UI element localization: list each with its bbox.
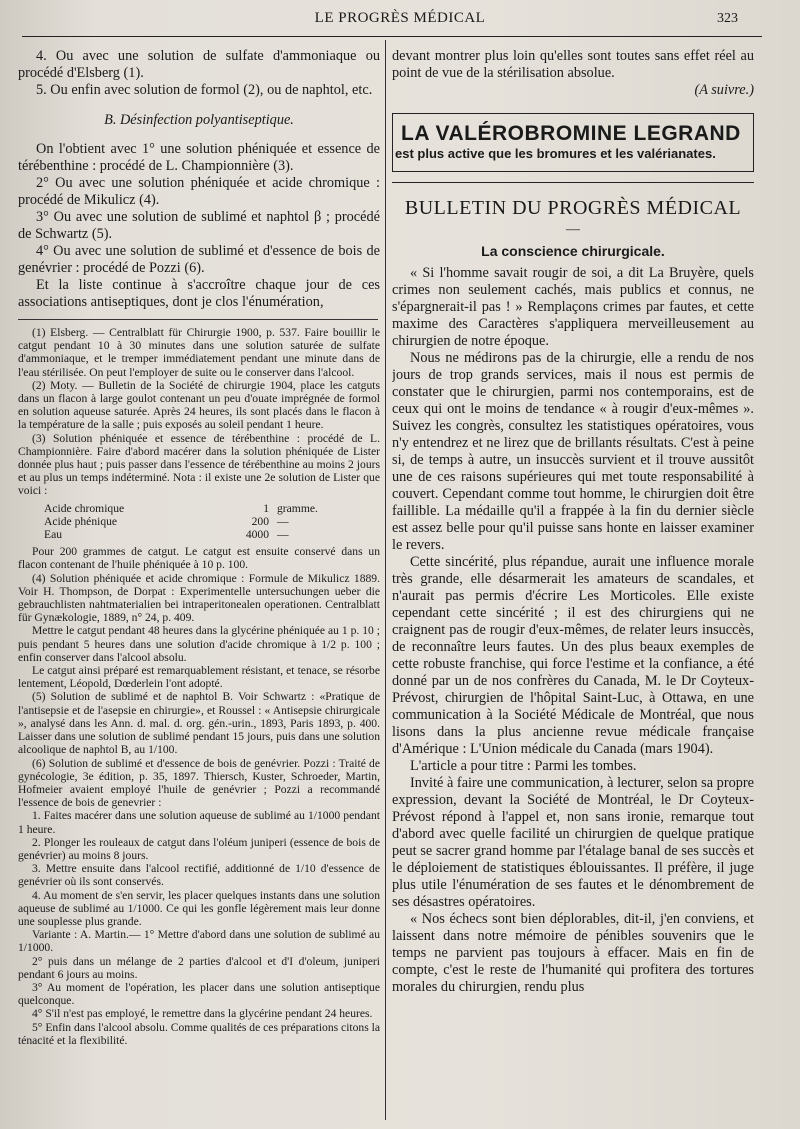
footnote: 4. Au moment de s'en servir, les placer quelques instants dans une solution aqueuse de sublimé au 1/1000. Ce qui les gonfle légèrement mais leur donne une souplesse plus grande. (18, 888, 380, 928)
recipe-row: Acide phénique 200 — (44, 514, 289, 528)
footnote: 5° Enfin dans l'alcool absolu. Comme qualités de ces préparations citons la ténacité et la flexibilité. (18, 1020, 380, 1047)
body-paragraph: Invité à faire une communication, à lecturer, selon sa propre expression, devant la Société de Montréal, le Dr Coyteux-Prévost répond à l'appel et, non sans ironie, remarque tout d'abord avec quelle facilité un chirurgien de quelque pratique peut se sacrer grand homme par l'étalage banal de ses succès et le déploiement de statistiques éblouissantes. Il préfère, il juge plus utile l'énumération de ses fautes et le dénombrement de ses désastres opératoires. (392, 775, 754, 910)
body-paragraph: 4° Ou avec une solution de sublimé et d'essence de bois de genévrier : procédé de Pozzi (6). (18, 243, 380, 276)
body-paragraph: « Si l'homme savait rougir de soi, a dit La Bruyère, quels crimes non seulement cachés, mais publics et connus, ne s'épargnerait-il pas ! » Remplaçons crimes par fautes, et cette maxime des Caractères s'appliquera merveilleusement au chirurgien de notre époque. (392, 265, 754, 349)
footnote: (4) Solution phéniquée et acide chromique : Formule de Mikulicz 1889. Voir H. Thompson, de Dorpat : Experimentelle untersuchungen ueber die gebrauchlisten nahtmaterialien bei intraperitonealen operationen. Centralblatt für Gynækologie, 1889, n° 24, p. 409. (18, 571, 380, 625)
ad-subtitle: est plus active que les bromures et les valérianates. (395, 146, 716, 161)
footnote: 2° puis dans un mélange de 2 parties d'alcool et d'I d'oleum, juniperi pendant 6 jours au moins. (18, 954, 380, 981)
to-follow-note: (A suivre.) (694, 82, 754, 98)
running-head (0, 10, 800, 32)
footnote: 1. Faites macérer dans une solution aqueuse de sublimé au 1/1000 pendant 1 heure. (18, 809, 380, 836)
footnote: 3° Au moment de l'opération, les placer dans une solution antiseptique quelconque. (18, 980, 380, 1008)
body-paragraph: On l'obtient avec 1° une solution phéniquée et essence de térébenthine : procédé de L. Championnière (3). (18, 141, 380, 174)
section-heading: B. Désinfection polyantiseptique. (104, 112, 294, 128)
left-column (18, 48, 380, 1123)
footnotes-continued (18, 545, 380, 1047)
footnote: (3) Solution phéniquée et essence de térébenthine : procédé de L. Championnière. Faire d'abord macérer dans la solution phéniquée de Lister donnée plus haut ; puis passer dans l'essence de térébenthine au moins 2 jours et au plus un temps indéterminé. Nota : il existe une 2e solution de Lister que voici : (18, 431, 380, 498)
continuation-paragraph: devant montrer plus loin qu'elles sont toutes sans effet réel au point de vue de la stérilisation absolue. (392, 48, 754, 81)
body-paragraph: 2° Ou avec une solution phéniquée et acide chromique : procédé de Mikulicz (4). (18, 175, 380, 208)
advertisement (392, 113, 754, 172)
footnote-rule (18, 319, 378, 320)
body-paragraph: Et la liste continue à s'accroître chaque jour de ces associations antiseptiques, dont je clos l'énumération, (18, 277, 380, 310)
recipe-table (18, 502, 380, 542)
header-rule (22, 36, 762, 37)
list-item: 4. Ou avec une solution de sulfate d'ammoniaque ou procédé d'Elsberg (1). (18, 48, 380, 81)
footnote: 2. Plonger les rouleaux de catgut dans l'oléum juniperi (essence de bois de genévrier) au moins 8 jours. (18, 835, 380, 862)
body-paragraph: Nous ne médirons pas de la chirurgie, elle a rendu de nos jours de trop grands services, mais il nous est permis de constater que le chirurgien, parmi nos contemporains, est de ceux qui ont le moins de tendance « à rougir d'eux-mêmes ». Suivez les congrès, consultez les statistiques opératoires, vous n'y entendrez et ne lirez que de brillants résultats. C'est à peine si, de temps à autre, un insuccès survient et il trouve aussitôt une de ces raisons supérieures qui met toute responsabilité à couvert. Cependant comme tout homme, le chirurgien doit être faillible. La médaille qu'il a frappée à la fin du dernier siècle est assez belle pour qu'il puisse sans honte en laisser examiner le revers. (392, 350, 754, 553)
body-paragraph: 3° Ou avec une solution de sublimé et naphtol β ; procédé de Schwartz (5). (18, 209, 380, 242)
body-paragraph: « Nos échecs sont bien déplorables, dit-il, j'en conviens, et laissent dans notre mémoire de pénibles souvenirs que le temps ne parvient pas toujours à effacer. Mais en fin de compte, c'est le reste de l'humanité qui profitera des tortures morales du chirurgien, rendu plus (392, 911, 754, 995)
footnote: (1) Elsberg. — Centralblatt für Chirurgie 1900, p. 537. Faire bouillir le catgut pendant 10 à 30 minutes dans une solution saturée de sulfate d'ammoniaque, et le tremper immédiatement pendant une minute dans de l'eau stérilisée. On peut l'employer de suite ou le conserver dans l'alcool. (18, 326, 380, 379)
ad-title: LA VALÉROBROMINE LEGRAND (401, 122, 741, 145)
recipe-row: Acide chromique 1 gramme. (44, 501, 318, 515)
right-column (392, 48, 754, 1123)
footnote: (5) Solution de sublimé et de naphtol B. Voir Schwartz : «Pratique de l'antisepsie et de l'asepsie en chirurgie», et Roussel : « Antisepsie chirurgicale », analysé dans les Ann. d. mal. d. org. gén.-urin., 1893, Paris 1893, p. 400. Laisser dans une solution de sublimé pendant 15 jours, puis dans une solution alcoolique de naphtol B, au 1/100. (18, 690, 380, 757)
separator: — (566, 222, 580, 237)
page-number: 323 (717, 11, 738, 26)
footnote: Le catgut ainsi préparé est remarquablement résistant, et tenace, se résorbe lentement, Léopold, Dœderlein l'ont adopté. (18, 664, 380, 691)
footnotes (18, 326, 380, 498)
column-divider (385, 40, 386, 1120)
footnote: (6) Solution de sublimé et d'essence de bois de genévrier. Pozzi : Traité de gynécologie, 3e édition, p. 35, 1897. Thiersch, Kuster, Schroeder, Martin, Hofmeier avaient employé l'huile de genévrier ; Pozzi a recommandé l'essence de bois de genevrier : (18, 756, 380, 810)
list-item: 5. Ou enfin avec solution de formol (2), ou de naphtol, etc. (36, 82, 373, 98)
recipe-row: Eau 4000 — (44, 528, 289, 542)
footnote: Pour 200 grammes de catgut. Le catgut est ensuite conservé dans un flacon contenant de l'huile phéniquée à 10 p. 100. (18, 545, 380, 572)
bulletin-title: BULLETIN DU PROGRÈS MÉDICAL (404, 197, 742, 219)
body-paragraph: L'article a pour titre : Parmi les tombes. (410, 758, 637, 774)
article-heading: La conscience chirurgicale. (481, 243, 665, 259)
body-paragraph: Cette sincérité, plus répandue, aurait une influence morale très grande, elle désarmerait les amateurs de scandales, et n'aurait pas permis d'écrire Les Morticoles. Elle existe cependant cette sincérité ; il est des chirurgiens qui ne craignent pas de rougir d'eux-mêmes, de relater leurs insuccès, de reconnaître leurs fautes. Un des plus beaux exemples de cette robuste franchise, qui force l'estime et la confiance, a été donné par un de nos confrères du Canada, M. le Dr Coyteux-Prévost, chirurgien de l'hôpital Saint-Luc, à Ottawa, en une communication à la Société Médicale de Montréal, que nous lisons dans la plus ancienne revue médicale française d'Amérique : L'Union médicale du Canada (mars 1904). (392, 554, 754, 757)
footnote: (2) Moty. — Bulletin de la Société de chirurgie 1904, place les catguts dans un flacon à large goulot contenant un peu d'ouate imprégnée de formol en solution aqueuse saturée. Après 24 heures, ils sont placés dans le flacon à la température de la salle ; puis exposés au soleil pendant 1 heure. (18, 378, 380, 432)
section-rule (392, 182, 754, 183)
footnote: Variante : A. Martin.— 1° Mettre d'abord dans une solution de sublimé au 1/1000. (18, 928, 380, 955)
footnote: 3. Mettre ensuite dans l'alcool rectifié, additionné de 1/10 d'essence de genévrier où ils sont conservés. (18, 862, 380, 889)
running-title: LE PROGRÈS MÉDICAL (314, 10, 486, 26)
footnote: Mettre le catgut pendant 48 heures dans la glycérine phéniquée au 1 p. 10 ; puis pendant 5 heures dans une solution d'acide chromique à 1/2 p. 100 ; enfin conserver dans l'alcool absolu. (18, 624, 380, 664)
footnote: 4° S'il n'est pas employé, le remettre dans la glycérine pendant 24 heures. (32, 1007, 373, 1021)
